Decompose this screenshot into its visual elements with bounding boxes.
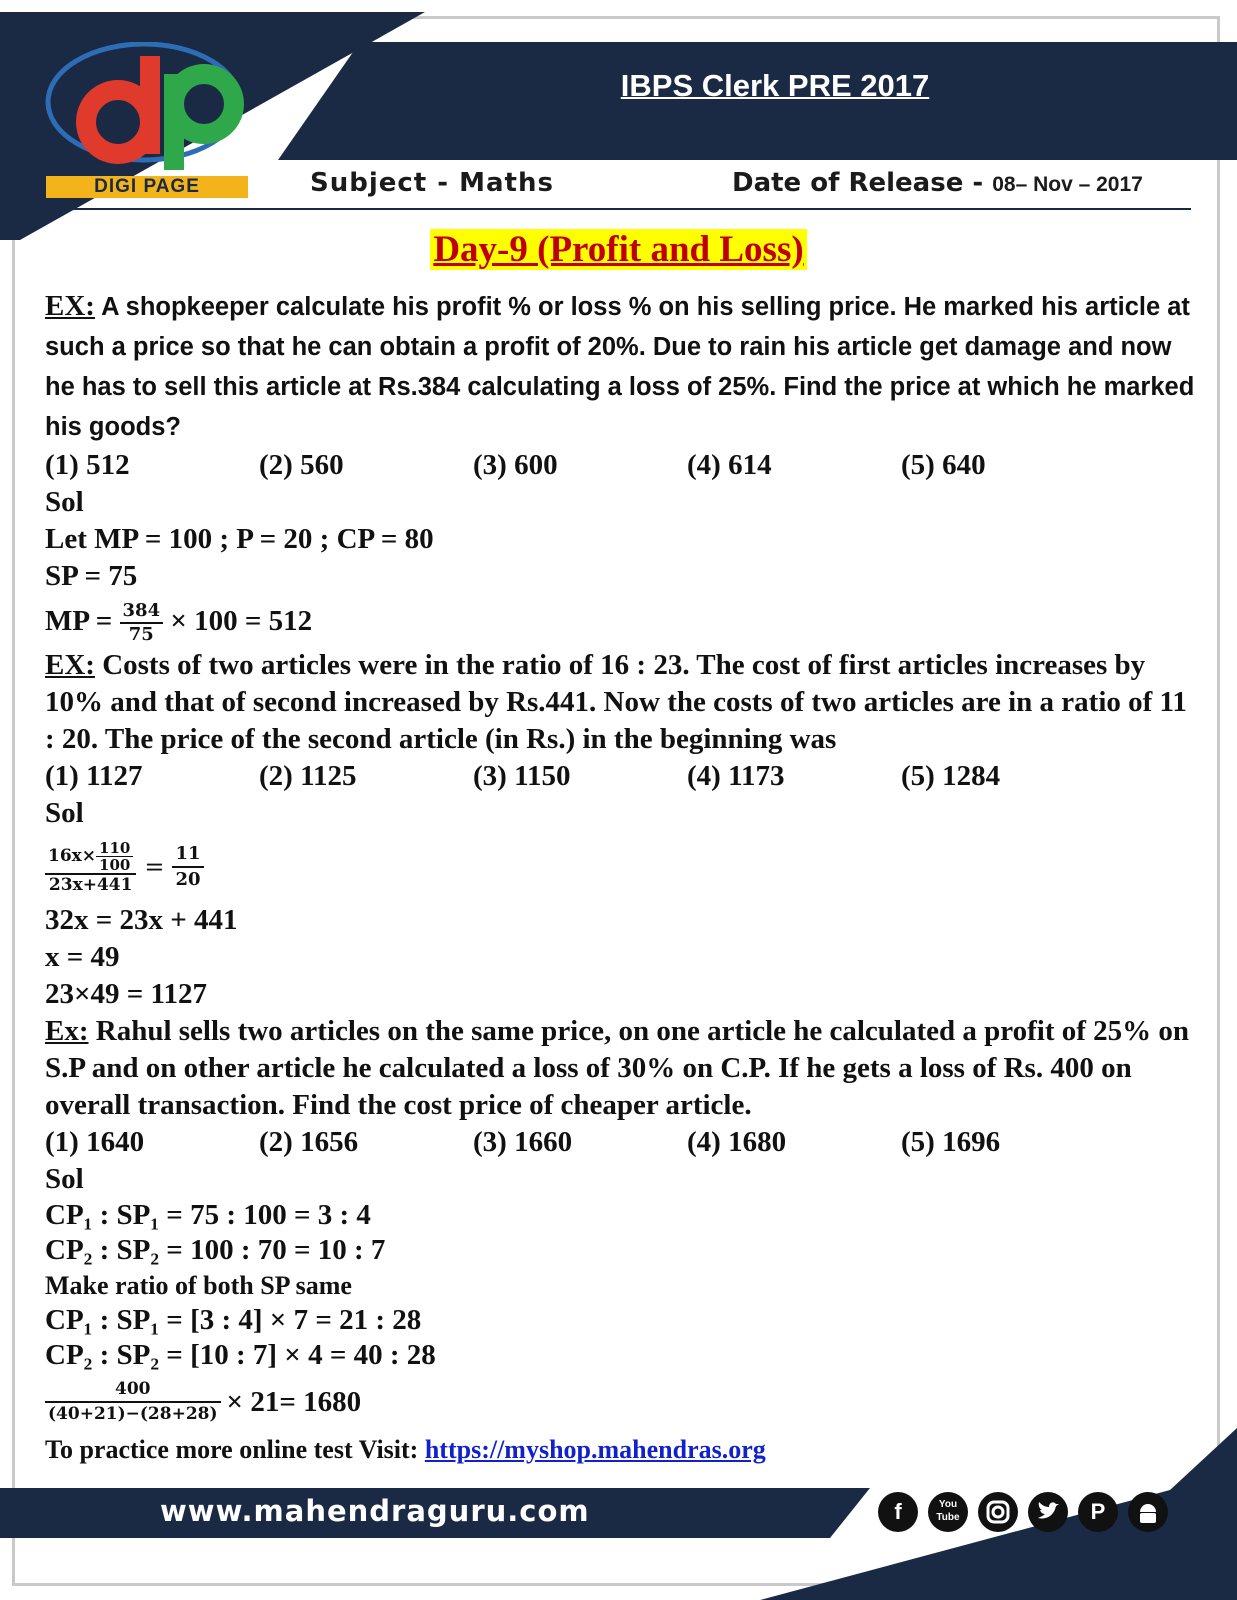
question-label: EX: bbox=[45, 649, 95, 681]
numerator bbox=[45, 840, 136, 875]
question-3 bbox=[45, 1013, 1195, 1124]
sol-label: Sol bbox=[45, 486, 84, 518]
denominator: (40+21)−(28+28) bbox=[48, 1404, 218, 1424]
sol-label: Sol bbox=[45, 797, 84, 829]
option: (2) 1125 bbox=[259, 760, 357, 792]
question-2 bbox=[45, 647, 1195, 758]
denominator: 100 bbox=[99, 855, 131, 874]
youtube-glyph: You Tube bbox=[936, 1499, 960, 1523]
option: (4) 1680 bbox=[687, 1126, 787, 1158]
question-label: Ex: bbox=[45, 1015, 89, 1047]
denominator: 75 bbox=[128, 624, 154, 646]
option: (4) 1173 bbox=[687, 760, 785, 792]
option: (3) 1150 bbox=[473, 760, 571, 792]
option: (5) 1696 bbox=[901, 1126, 1001, 1158]
twitter-glyph bbox=[1028, 1492, 1068, 1532]
facebook-icon[interactable] bbox=[878, 1492, 918, 1532]
inner-prefix: 16x× bbox=[48, 845, 97, 866]
header-divider bbox=[46, 208, 1191, 210]
mp-prefix: MP = bbox=[45, 605, 113, 637]
option: (1) 1640 bbox=[45, 1126, 145, 1158]
solution-line: Let MP = 100 ; P = 20 ; CP = 80 bbox=[45, 523, 434, 555]
practice-link[interactable]: https://myshop.mahendras.org bbox=[424, 1435, 766, 1464]
solution-line: CP₂ : SP₂ = [10 : 7] × 4 = 40 : 28 bbox=[45, 1339, 436, 1371]
option: (1) 512 bbox=[45, 449, 130, 481]
content bbox=[45, 286, 1195, 1468]
solution-line bbox=[45, 595, 1195, 647]
twitter-icon[interactable] bbox=[1028, 1492, 1068, 1532]
android-icon[interactable] bbox=[1128, 1492, 1168, 1532]
solution-line: SP = 75 bbox=[45, 560, 138, 592]
release-info bbox=[732, 168, 1143, 198]
denominator: 20 bbox=[175, 869, 201, 890]
website-url[interactable]: www.mahendraguru.com bbox=[160, 1494, 590, 1528]
android-glyph bbox=[1128, 1492, 1168, 1532]
solution-line: CP₁ : SP₁ = 75 : 100 = 3 : 4 bbox=[45, 1199, 371, 1231]
option: (2) 560 bbox=[259, 449, 344, 481]
option: (5) 1284 bbox=[901, 760, 1001, 792]
instagram-icon[interactable] bbox=[978, 1492, 1018, 1532]
option: (1) 1127 bbox=[45, 760, 143, 792]
solution-line: x = 49 bbox=[45, 941, 120, 973]
numerator: 400 bbox=[45, 1378, 221, 1403]
numerator: 11 bbox=[172, 842, 203, 868]
solution-line: 23×49 = 1127 bbox=[45, 978, 207, 1010]
solution-line: 32x = 23x + 441 bbox=[45, 904, 238, 936]
fraction bbox=[120, 600, 164, 646]
practice-text: To practice more online test Visit: bbox=[45, 1435, 425, 1464]
pinterest-glyph: P bbox=[1090, 1499, 1106, 1524]
option: (5) 640 bbox=[901, 449, 986, 481]
equals-sign: = bbox=[144, 853, 165, 881]
digi-page-logo bbox=[44, 42, 248, 174]
day-title bbox=[0, 228, 1237, 271]
final-suffix: × 21= 1680 bbox=[226, 1385, 362, 1418]
mp-suffix: × 100 = 512 bbox=[170, 605, 313, 637]
release-label: Date of Release - bbox=[732, 168, 984, 198]
instagram-glyph bbox=[978, 1492, 1018, 1532]
release-date: 08– Nov – 2017 bbox=[992, 173, 1143, 196]
numerator: 384 bbox=[120, 600, 164, 624]
options-1 bbox=[45, 447, 1195, 484]
solution-line: CP₂ : SP₂ = 100 : 70 = 10 : 7 bbox=[45, 1234, 386, 1266]
exam-title: IBPS Clerk PRE 2017 bbox=[620, 68, 930, 103]
fraction bbox=[96, 840, 133, 873]
pinterest-icon[interactable] bbox=[1078, 1492, 1118, 1532]
denominator: 23x+441 bbox=[48, 874, 133, 895]
question-text: Rahul sells two articles on the same price, on one article he calculated a profit of 25% on S.P and on other article he calculated a loss of 30% on C.P. If he gets a loss of Rs. 400 on overall transaction. Find the cost price of cheaper article. bbox=[45, 1015, 1190, 1121]
option: (2) 1656 bbox=[259, 1126, 359, 1158]
fraction bbox=[172, 842, 203, 892]
solution-line: CP₁ : SP₁ = [3 : 4] × 7 = 21 : 28 bbox=[45, 1304, 422, 1336]
ratio-equation bbox=[45, 832, 1195, 902]
option: (3) 1660 bbox=[473, 1126, 573, 1158]
fraction bbox=[45, 840, 136, 895]
option: (3) 600 bbox=[473, 449, 558, 481]
question-text: Costs of two articles were in the ratio of 16 : 23. The cost of first articles increases by 10% and that of second increased by Rs.441. Now the costs of two articles are in a ratio of 11 : 20. The price of the second article (in Rs.) in the beginning was bbox=[45, 649, 1187, 755]
question-1 bbox=[45, 286, 1195, 447]
numerator: 110 bbox=[96, 840, 133, 857]
option: (4) 614 bbox=[687, 449, 772, 481]
youtube-icon[interactable] bbox=[928, 1492, 968, 1532]
brand-badge: DIGI PAGE bbox=[46, 176, 248, 198]
question-label: EX: bbox=[45, 290, 95, 322]
options-2 bbox=[45, 758, 1195, 795]
day-title-text: Day-9 (Profit and Loss) bbox=[430, 229, 806, 270]
sol-label: Sol bbox=[45, 1163, 84, 1195]
facebook-glyph: f bbox=[894, 1499, 902, 1524]
options-3 bbox=[45, 1124, 1195, 1161]
subject-label: Subject - Maths bbox=[310, 168, 554, 198]
question-text: A shopkeeper calculate his profit % or loss % on his selling price. He marked his article at such a price so that he can obtain a profit of 20%. Due to rain his article get damage and now he has to sell this article at Rs.384 calculating a loss of 25%. Find the price at which he marked his goods? bbox=[45, 293, 1195, 441]
solution-line: Make ratio of both SP same bbox=[45, 1271, 352, 1300]
